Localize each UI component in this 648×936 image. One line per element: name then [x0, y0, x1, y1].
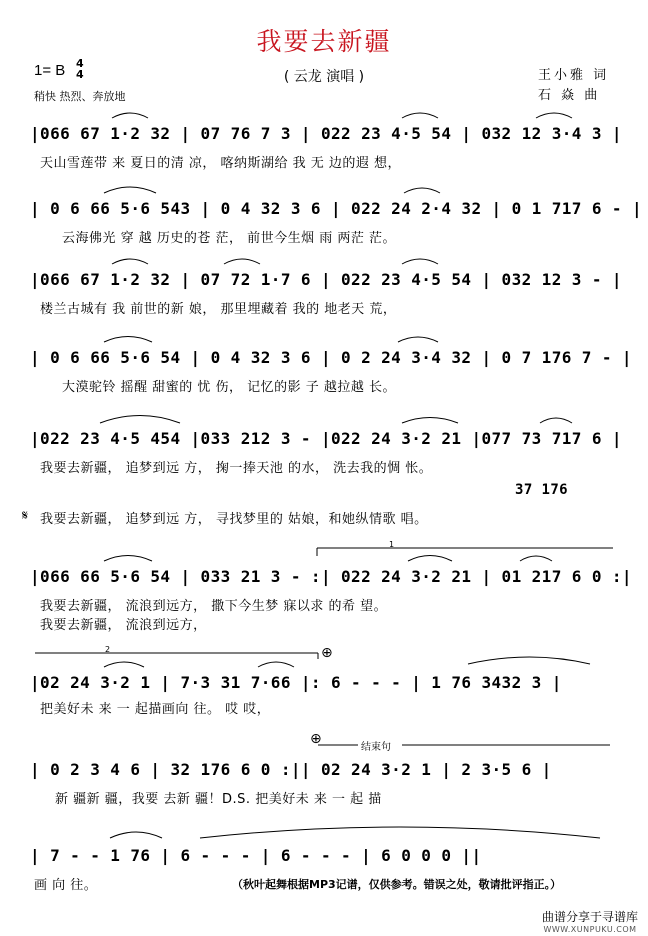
site-watermark	[0, 908, 648, 936]
tempo-marking: 稍快 热烈、奔放地	[34, 90, 126, 103]
system-5-lyrics-2: 我要去新疆， 追梦到远 方， 寻找梦里的 姑娘，和她纵情歌 唱。	[40, 512, 428, 527]
time-bottom: 4	[76, 68, 84, 81]
system-6-lyrics-1: 我要去新疆， 流浪到远方， 撒下今生梦 寐以求 的希 望。	[40, 599, 388, 614]
system-2-notes: | 0 6 66 5·6 543 | 0 4 32 3 6 | 022 24 2·4 32 | 0 1 717 6 - |	[30, 199, 643, 218]
slur	[104, 556, 152, 562]
slur	[104, 337, 152, 343]
slur	[402, 259, 438, 264]
system-8-notes: | 0 2 3 4 6 | 32 176 6 0 :|| 02 24 3·2 1 | 2 3·5 6 |	[30, 760, 552, 779]
slur	[104, 662, 144, 667]
end-section-label: 结束句	[361, 742, 391, 753]
system-6-notes: |066 66 5·6 54 | 033 21 3 - :| 022 24 3·2 21 | 01 217 6 0 :|	[30, 567, 632, 586]
composer: 石 焱 曲	[538, 88, 601, 103]
system-4-notes: | 0 6 66 5·6 54 | 0 4 32 3 6 | 0 2 24 3·4 32 | 0 7 176 7 - |	[30, 348, 632, 367]
segno-sign: 𝄋	[22, 508, 29, 524]
system-3-lyrics: 楼兰古城有 我 前世的新 娘， 那里埋藏着 我的 地老天 荒，	[40, 302, 397, 317]
slur	[110, 832, 162, 838]
coda-sign-1: ⊕	[321, 645, 333, 661]
coda-sign-2: ⊕	[310, 731, 322, 747]
system-5-lyrics-1: 我要去新疆， 追梦到远 方， 掬一捧天池 的水， 洗去我的惆 怅。	[40, 461, 433, 476]
slur	[100, 416, 180, 424]
system-9-lyrics: 画 向 往。	[34, 878, 98, 893]
slur	[408, 556, 452, 562]
slur	[536, 113, 572, 118]
slur	[520, 556, 552, 561]
system-5-notes: |022 23 4·5 454 |033 212 3 - |022 24 3·2 21 |077 73 717 6 |	[30, 429, 622, 448]
performer: ( 云龙 演唱 )	[283, 69, 365, 85]
system-6-lyrics-2: 我要去新疆， 流浪到远方，	[40, 618, 207, 633]
slur	[404, 188, 440, 193]
time-top: 4	[76, 57, 84, 70]
slur	[468, 657, 590, 664]
slur	[112, 113, 148, 118]
watermark-text: 曲谱分享于寻谱库	[541, 910, 638, 924]
slur	[402, 113, 438, 118]
volta-1-label: 1	[389, 540, 395, 549]
system-4-lyrics: 大漠驼铃 摇醒 甜蜜的 忧 伤， 记忆的影 子 越拉越 长。	[62, 380, 397, 395]
system-1-notes: |066 67 1·2 32 | 07 76 7 3 | 022 23 4·5 54 | 032 12 3·4 3 |	[30, 124, 622, 143]
tie	[200, 827, 600, 838]
system-7-notes: |02 24 3·2 1 | 7·3 31 7·66 |: 6 - - - | 1 76 3432 3 |	[30, 673, 562, 692]
system-3-notes: |066 67 1·2 32 | 07 72 1·7 6 | 022 23 4·5 54 | 032 12 3 - |	[30, 270, 622, 289]
lyricist: 王小雅 词	[538, 68, 610, 83]
slur	[402, 418, 458, 424]
system-1-lyrics: 天山雪莲带 来 夏日的清 凉， 喀纳斯湖给 我 无 边的遐 想，	[40, 156, 402, 171]
slur	[104, 187, 156, 193]
slur	[112, 259, 148, 264]
transcription-note: （秋叶起舞根据MP3记谱，仅供参考。错误之处，敬请批评指正。）	[232, 878, 562, 891]
slur	[398, 337, 438, 342]
volta-2-label: 2	[105, 645, 111, 654]
slur	[224, 259, 260, 264]
system-9-notes: | 7 - - 1 76 | 6 - - - | 6 - - - | 6 0 0 0 ||	[30, 846, 482, 865]
system-5-variant-notes: 37 176	[515, 482, 568, 498]
system-8-lyrics: 新 疆新 疆，我要 去新 疆！D.S. 把美好未 来 一 起 描	[55, 792, 382, 807]
system-7-lyrics: 把美好未 来 一 起描画向 往。 哎 哎，	[40, 702, 271, 717]
system-2-lyrics: 云海佛光 穿 越 历史的苍 茫， 前世今生烟 雨 两茫 茫。	[62, 231, 397, 246]
key-signature: 1= B	[34, 62, 66, 79]
watermark-url: WWW.XUNPUKU.COM	[543, 925, 637, 934]
slur	[540, 418, 572, 423]
slur	[258, 662, 294, 667]
score-title: 我要去新疆	[256, 27, 392, 56]
time-signature	[76, 58, 84, 80]
